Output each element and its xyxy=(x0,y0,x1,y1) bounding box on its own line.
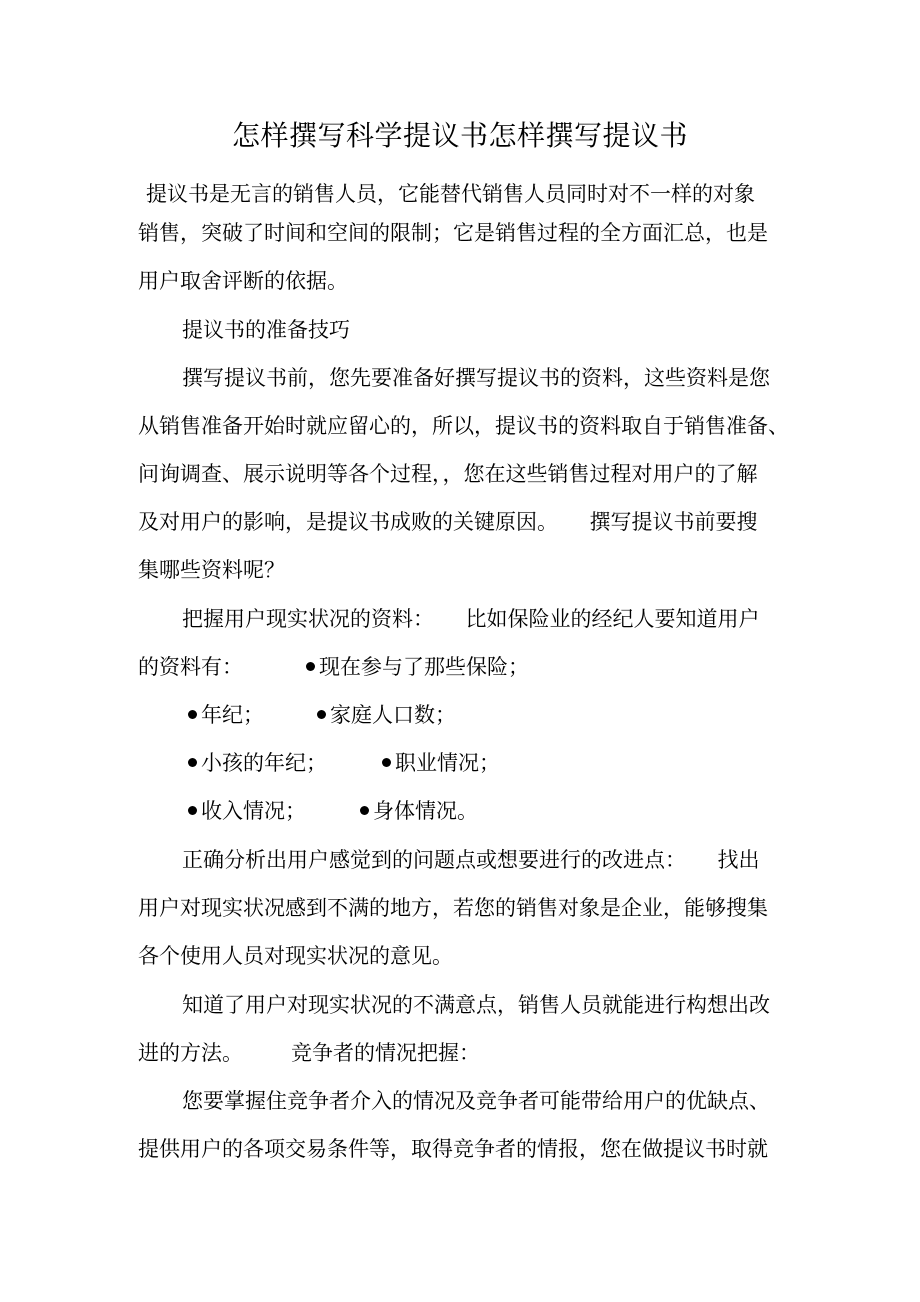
paragraph-line: 的资料有： xyxy=(138,655,243,679)
paragraph-line: 用户取舍评断的依据。 xyxy=(138,269,348,293)
bullet-text: 身体情况。 xyxy=(373,799,478,823)
bullet-dot-icon xyxy=(188,758,197,767)
paragraph-line: 集哪些资料呢？ xyxy=(138,558,285,582)
paragraph-line: 销售，突破了时间和空间的限制；它是销售过程的全方面汇总，也是 xyxy=(138,221,768,245)
paragraph-line: 正确分析出用户感觉到的问题点或想要进行的改进点： 找出 xyxy=(182,848,760,872)
paragraph-line: 用户对现实状况感到不满的地方，若您的销售对象是企业，能够搜集 xyxy=(138,896,768,920)
paragraph-line: 把握用户现实状况的资料： 比如保险业的经纪人要知道用户 xyxy=(182,607,760,631)
section-heading: 竞争者的情况把握： xyxy=(291,1041,480,1065)
bullet-item xyxy=(317,691,456,739)
bullet-text: 小孩的年纪； xyxy=(201,751,327,775)
bullet-dot-icon xyxy=(188,710,197,719)
bullet-dot-icon xyxy=(317,710,326,719)
paragraph-line: 提供用户的各项交易条件等，取得竞争者的情报，您在做提议书时就 xyxy=(138,1137,768,1161)
paragraph-line: 撰写提议书前，您先要准备好撰写提议书的资料，这些资料是您 xyxy=(182,366,770,390)
paragraph-line: 进的方法。 xyxy=(138,1041,243,1065)
bullet-text: 年纪； xyxy=(201,703,264,727)
paragraph-line: 及对用户的影响，是提议书成败的关键原因。 撰写提议书前要搜 xyxy=(138,510,758,534)
paragraph-line: 您要掌握住竞争者介入的情况及竞争者可能带给用户的优缺点、 xyxy=(182,1089,770,1113)
bullet-dot-icon xyxy=(360,806,369,815)
paragraph-line: 知道了用户对现实状况的不满意点，销售人员就能进行构想出改 xyxy=(182,993,770,1017)
bullet-text: 职业情况； xyxy=(395,751,500,775)
bullet-dot-icon xyxy=(382,758,391,767)
bullet-item xyxy=(360,787,478,835)
paragraph-line: 提议书是无言的销售人员，它能替代销售人员同时对不一样的对象 xyxy=(146,182,755,206)
section-heading: 提议书的准备技巧 xyxy=(182,318,350,342)
document-title: 怎样撰写科学提议书怎样撰写提议书 xyxy=(231,119,688,152)
bullet-dot-icon xyxy=(188,806,197,815)
bullet-item xyxy=(382,739,500,787)
paragraph-line: 问询调查、展示说明等各个过程，，您在这些销售过程对用户的了解 xyxy=(138,462,758,486)
bullet-text: 现在参与了那些保险； xyxy=(319,655,529,679)
bullet-text: 家庭人口数； xyxy=(330,703,456,727)
bullet-text: 收入情况； xyxy=(201,799,306,823)
bullet-item xyxy=(188,739,327,787)
bullet-item xyxy=(188,691,264,739)
paragraph-line: 各个使用人员对现实状况的意见。 xyxy=(138,944,453,968)
bullet-item xyxy=(306,643,529,691)
bullet-dot-icon xyxy=(306,662,315,671)
paragraph-line: 从销售准备开始时就应留心的，所以，提议书的资料取自于销售准备、 xyxy=(138,414,789,438)
bullet-item xyxy=(188,787,306,835)
